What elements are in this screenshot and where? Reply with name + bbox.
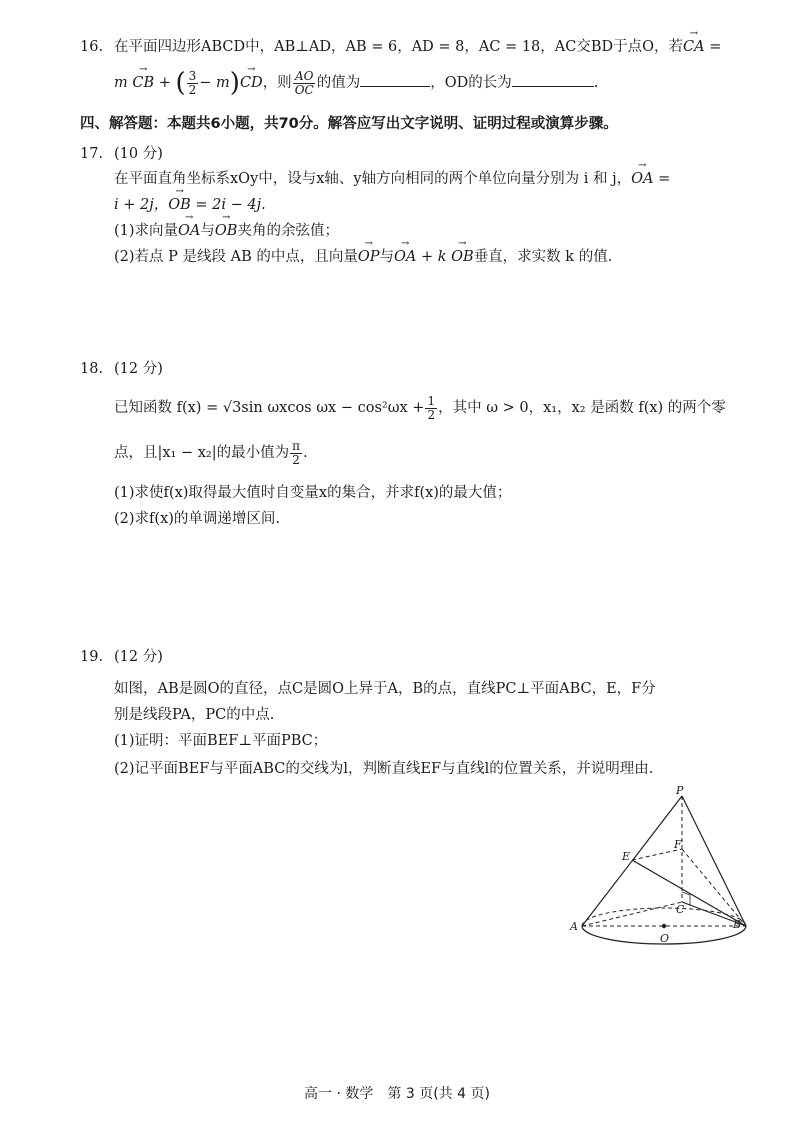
q18-frac-pi-half [290, 440, 302, 467]
q16-then: ，则 [262, 75, 292, 91]
q16-vec-cb: → CB [132, 68, 154, 98]
q18-part1: (1)求使f(x)取得最大值时自变量x的集合，并求f(x)的最大值； [114, 485, 512, 501]
center-point-o [662, 924, 666, 928]
q18-pi-den: 2 [292, 452, 300, 467]
q18-text-2b: . [303, 445, 308, 461]
q17-p1-vec-oa: → OA [178, 220, 200, 242]
q17-p2-b: 与 [379, 249, 395, 265]
q16-rparen: ) [229, 68, 240, 98]
q16-answer-blank-2[interactable] [512, 72, 594, 87]
section4-title: 四、解答题：本题共6小题，共70分。解答应写出文字说明、证明过程或演算步骤。 [80, 116, 618, 132]
q17-part1 [114, 220, 339, 242]
q16-line2 [114, 68, 598, 98]
q16-line1 [80, 36, 721, 58]
q16-number: 16. [80, 39, 104, 55]
q17-text-2b: = 2i − 4j. [195, 197, 266, 213]
q19-line1: 如图，AB是圆O的直径，点C是圆O上异于A，B的点，直线PC⊥平面ABC，E，F分 [114, 681, 656, 697]
q16-text: 在平面四边形ABCD中，AB⊥AD，AB = 6，AD = 8，AC = 18，AC交BD于点O，若 [114, 39, 684, 55]
q16-answer-blank-1[interactable] [360, 72, 430, 87]
label-e: E [622, 850, 631, 863]
q16-minus-m: − m [199, 75, 230, 91]
q17-p2-a: (2)若点 P 是线段 AB 的中点，且向量 [114, 249, 358, 265]
q17-line1 [114, 168, 670, 190]
q18-half-num: 1 [427, 393, 436, 408]
label-o: O [660, 932, 670, 945]
q16-ratio-den: OC [294, 82, 314, 97]
q17-p1-b: 与 [200, 223, 215, 239]
q16-frac-num: 3 [188, 68, 197, 83]
q18-score: (12 分) [114, 361, 163, 377]
q17-score: (10 分) [114, 146, 163, 162]
q18-text-1b: ，其中 ω > 0，x₁，x₂ 是函数 f(x) 的两个零 [438, 400, 726, 416]
q17-text-2a: i + 2j， [114, 197, 169, 213]
q18-frac-half [425, 395, 437, 422]
q18-pi-num: π [292, 438, 301, 453]
q16-eq: = [709, 39, 722, 55]
q17-p2-vec-ob: → OB [451, 246, 474, 268]
q17-p2-c: + k [420, 249, 447, 265]
segment-eb [632, 860, 746, 926]
q17-number: 17. [80, 146, 104, 162]
q16-period: . [593, 75, 599, 91]
q17-p2-d: 垂直，求实数 k 的值. [473, 249, 613, 265]
q17-header [80, 143, 163, 165]
q16-frac-three-halves [187, 70, 199, 97]
q18-number: 18. [80, 361, 104, 377]
q16-frac-den: 2 [188, 82, 197, 97]
q16-plus: + [158, 75, 171, 91]
q17-part2 [114, 246, 612, 268]
q16-ratio [293, 70, 316, 97]
label-b: B [733, 918, 742, 931]
q19-part1: (1)证明：平面BEF⊥平面PBC； [114, 733, 328, 749]
q17-eq: = [658, 171, 671, 187]
q18-header [80, 358, 163, 380]
edge-pa [582, 796, 682, 926]
q19-number: 19. [80, 649, 104, 665]
q19-header [80, 646, 163, 668]
q16-ratio-num: AO [294, 68, 314, 83]
q19-part2: (2)记平面BEF与平面ABC的交线为l，判断直线EF与直线l的位置关系，并说明理由. [114, 761, 654, 777]
q16-m: m [114, 75, 128, 91]
label-f: F [674, 838, 682, 851]
q18-line1 [114, 393, 726, 423]
q17-p2-vec-oa: → OA [394, 246, 416, 268]
label-a: A [570, 920, 578, 933]
q19-geometry-figure [560, 782, 750, 952]
page-footer: 高一 · 数学 第 3 页(共 4 页) [304, 1086, 490, 1102]
q19-line2: 别是线段PA，PC的中点. [114, 707, 275, 723]
label-c: C [676, 903, 685, 916]
q18-half-den: 2 [427, 407, 436, 422]
q17-p1-c: 夹角的余弦值； [237, 223, 339, 239]
label-p: P [676, 784, 684, 797]
q17-vec-ob: → OB [168, 194, 191, 216]
q18-text-2a: 点，且|x₁ − x₂|的最小值为 [114, 445, 290, 461]
q18-line2 [114, 438, 308, 468]
q17-vec-oa: → OA [631, 168, 653, 190]
q18-part2: (2)求f(x)的单调递增区间. [114, 511, 281, 527]
q16-lparen: ( [175, 68, 186, 98]
q17-text-1: 在平面直角坐标系xOy中，设与x轴、y轴方向相同的两个单位向量分别为 i 和 j， [114, 171, 632, 187]
q17-p2-vec-op: → OP [358, 246, 380, 268]
q16-value-of: 的值为 [316, 75, 361, 91]
q16-od-length: ，OD的长为 [430, 75, 512, 91]
q19-score: (12 分) [114, 649, 163, 665]
q16-vec-cd: → CD [240, 68, 263, 98]
q16-vec-ca: → CA [683, 36, 705, 58]
q17-p1-a: (1)求向量 [114, 223, 179, 239]
q17-p1-vec-ob: → OB [215, 220, 238, 242]
q18-text-1a: 已知函数 f(x) = √3sin ωxcos ωx − cos²ωx + [114, 400, 425, 416]
